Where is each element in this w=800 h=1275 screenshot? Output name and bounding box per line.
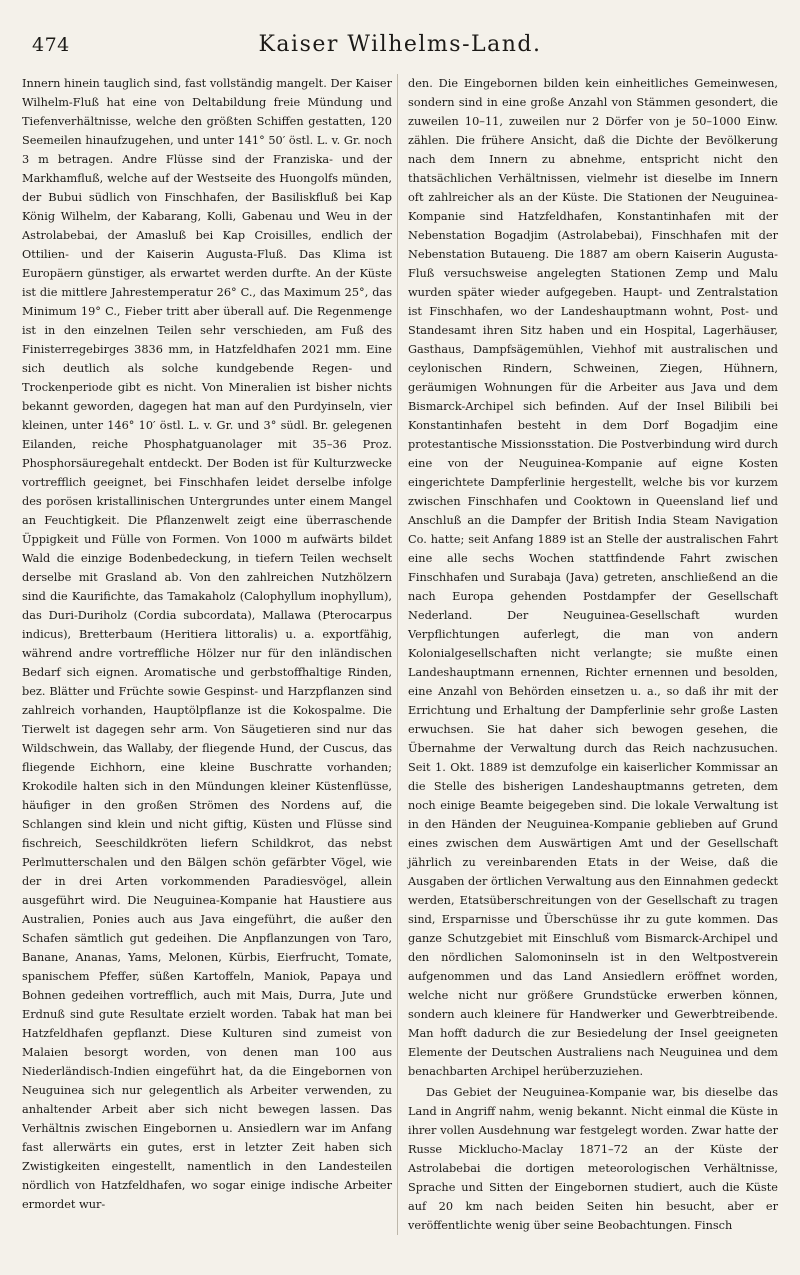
page-header	[22, 30, 778, 70]
running-title: Kaiser Wilhelms-Land.	[258, 32, 542, 57]
paragraph: Innern hinein tauglich sind, fast vollständig mangelt. Der Kaiser Wilhelm-Fluß hat eine von Deltabildung freie Mündung und Tiefenverhältnisse, welche den größten Schiffen gestatten, 120 Seemeilen hinaufzugehen, und unter 141° 50′ östl. L. v. Gr. noch 3 m betragen. Andre Flüsse sind der Franziska- und der Markhamfluß, welche auf der Westseite des Huongolfs münden, der Bubui südlich von Finschhafen, der Basiliskfluß bei Kap König Wilhelm, der Kabarang, Kolli, Gabenau und Weu in der Astrolabebai, der Amasluß bei Kap Croisilles, endlich der Ottilien- und der Kaiserin Augusta-Fluß. Das Klima ist Europäern günstiger, als erwartet werden durfte. An der Küste ist die mittlere Jahrestemperatur 26° C., das Maximum 25°, das Minimum 19° C., Fieber tritt aber überall auf. Die Regenmenge ist in den einzelnen Teilen sehr verschieden, am Fuß des Finisterregebirges 3836 mm, in Hatzfeldhafen 2021 mm. Eine sich deutlich als solche kundgebende Regen- und Trockenperiode gibt es nicht. Von Mineralien ist bisher nichts bekannt geworden, dagegen hat man auf den Purdyinseln, vier kleinen, unter 146° 10′ östl. L. v. Gr. und 3° südl. Br. gelegenen Eilanden, reiche Phosphatguanolager mit 35–36 Proz. Phosphorsäuregehalt entdeckt. Der Boden ist für Kulturzwecke vortrefflich geeignet, bei Finschhafen leidet derselbe infolge des porösen kristallinischen Untergrundes unter einem Mangel an Feuchtigkeit. Die Pflanzenwelt zeigt eine überraschende Üppigkeit und Fülle von Formen. Von 1000 m aufwärts bildet Wald die einzige Bodenbedeckung, in tiefern Teilen wechselt derselbe mit Grasland ab. Von den zahlreichen Nutzhölzern sind die Kaurifichte, das Tamakaholz (Calophyllum inophyllum), das Duri-Duriholz (Cordia subcordata), Mallawa (Pterocarpus indicus), Bretterbaum (Heritiera littoralis) u. a. exportfähig, während andre vortreffliche Hölzer nur für den inländischen Bedarf sich eignen. Aromatische und gerbstoffhaltige Rinden, bez. Blätter und Früchte sowie Gespinst- und Harzpflanzen sind zahlreich vorhanden, Hauptölpflanze ist die Kokospalme. Die Tierwelt ist dagegen sehr arm. Von Säugetieren sind nur das Wildschwein, das Wallaby, der fliegende Hund, der Cuscus, das fliegende Eichhorn, eine kleine Buschratte vorhanden; Krokodile halten sich in den Mündungen kleiner Küstenflüsse, häufiger in den großen Strömen des Nordens auf, die Schlangen sind klein und nicht giftig, Küsten und Flüsse sind fischreich, Seeschildkröten liefern Schildkrot, das nebst Perlmutterschalen und den Bälgen schön gefärbter Vögel, wie der in drei Arten vorkommenden Paradiesvögel, allein ausgeführt wird. Die Neuguinea-Kompanie hat Haustiere aus Australien, Ponies auch aus Java eingeführt, die außer den Schafen sämtlich gut gedeihen. Die Anpflanzungen von Taro, Banane, Ananas, Yams, Melonen, Kürbis, Eierfrucht, Tomate, spanischem Pfeffer, süßen Kartoffeln, Maniok, Papaya und Bohnen gedeihen vortrefflich, auch mit Mais, Durra, Jute und Erdnuß sind gute Resultate erzielt worden. Tabak hat man bei Hatzfeldhafen gepflanzt. Diese Kulturen sind zumeist von Malaien besorgt worden, von denen man 100 aus Niederländisch-Indien eingeführt hat, da die Eingebornen von Neuguinea sich nur gelegentlich als Arbeiter verwenden, zu anhaltender Arbeit aber sich nicht bewegen lassen. Das Verhältnis zwischen Eingebornen u. Ansiedlern war im Anfang fast allerwärts ein gutes, erst in letzter Zeit haben sich Zwistigkeiten eingestellt, namentlich in den Landesteilen nördlich von Hatzfeldhafen, wo sogar einige indische Arbeiter ermordet wur-	[22, 77, 392, 1211]
paragraph: den. Die Eingebornen bilden kein einheitliches Gemeinwesen, sondern sind in eine große Anzahl von Stämmen gesondert, die zuweilen 10–11, zuweilen nur 2 Dörfer von je 50–1000 Einw. zählen. Die frühere Ansicht, daß die Dichte der Bevölkerung nach dem Innern zu abnehme, entspricht nicht den thatsächlichen Verhältnissen, vielmehr ist dieselbe im Innern oft zahlreicher als an der Küste. Die Stationen der Neuguinea-Kompanie sind Hatzfeldhafen, Konstantinhafen mit der Nebenstation Bogadjim (Astrolabebai), Finschhafen mit der Nebenstation Butaueng. Die 1887 am obern Kaiserin Augusta-Fluß versuchsweise angelegten Stationen Zemp und Malu wurden später wieder aufgegeben. Haupt- und Zentralstation ist Finschhafen, wo der Landeshauptmann wohnt, Post- und Standesamt ihren Sitz haben und ein Hospital, Lagerhäuser, Gasthaus, Dampfsägemühlen, Viehhof mit australischen und ceylonischen Rindern, Schweinen, Ziegen, Hühnern, geräumigen Wohnungen für die Arbeiter aus Java und dem Bismarck-Archipel sich befinden. Auf der Insel Bilibili bei Konstantinhafen besteht in dem Dorf Bogadjim eine protestantische Missionsstation. Die Postverbindung wird durch eine von der Neuguinea-Kompanie auf eigne Kosten eingerichtete Dampferlinie hergestellt, welche bis vor kurzem zwischen Finschhafen und Cooktown in Queensland lief und Anschluß an die Dampfer der British India Steam Navigation Co. hatte; seit Anfang 1889 ist an Stelle der australischen Fahrt eine alle sechs Wochen stattfindende Fahrt zwischen Finschhafen und Surabaja (Java) getreten, anschließend an die nach Europa gehenden Postdampfer der Gesellschaft Nederland. Der Neuguinea-Gesellschaft wurden Verpflichtungen auferlegt, die man von andern Kolonialgesellschaften nicht verlangte; sie mußte einen Landeshauptmann ernennen, Richter ernennen und besolden, eine Anzahl von Behörden einsetzen u. a., so daß ihr mit der Errichtung und Erhaltung der Dampferlinie sehr große Lasten erwuchsen. Sie hat daher sich bewogen gesehen, die Übernahme der Verwaltung durch das Reich nachzusuchen. Seit 1. Okt. 1889 ist demzufolge ein kaiserlicher Kommissar an die Stelle des bisherigen Landeshauptmanns getreten, dem noch einige Beamte beigegeben sind. Die lokale Verwaltung ist in den Händen der Neuguinea-Kompanie geblieben auf Grund eines zwischen dem Auswärtigen Amt und der Gesellschaft jährlich zu vereinbarenden Etats in der Weise, daß die Ausgaben der örtlichen Verwaltung aus den Einnahmen gedeckt werden, Etatsüberschreitungen von der Gesellschaft zu tragen sind, Ersparnisse und Überschüsse ihr zu gute kommen. Das ganze Schutzgebiet mit Einschluß vom Bismarck-Archipel und den nördlichen Salomoninseln ist in den Weltpostverein aufgenommen und das Land Ansiedlern eröffnet worden, welche nicht nur größere Grundstücke erwerben können, sondern auch kleinere für Handwerker und Gewerbtreibende. Man hofft dadurch die zur Besiedelung der Insel geeigneten Elemente der Deutschen Australiens nach Neuguinea und dem benachbarten Archipel herüberzuziehen.	[408, 77, 778, 1078]
right-column	[397, 74, 778, 1235]
left-column	[22, 74, 392, 1235]
page-number: 474	[32, 34, 70, 56]
text-columns	[22, 74, 778, 1235]
paragraph: Das Gebiet der Neuguinea-Kompanie war, bis dieselbe das Land in Angriff nahm, wenig bekannt. Nicht einmal die Küste in ihrer vollen Ausdehnung war festgelegt worden. Zwar hatte der Russe Micklucho-Maclay 1871–72 an der Küste der Astrolabebai die dortigen meteorologischen Verhältnisse, Sprache und Sitten der Eingebornen studiert, auch die Küste auf 20 km nach beiden Seiten hin besucht, aber er veröffentlichte wenig über seine Beobachtungen. Finsch	[408, 1086, 778, 1232]
